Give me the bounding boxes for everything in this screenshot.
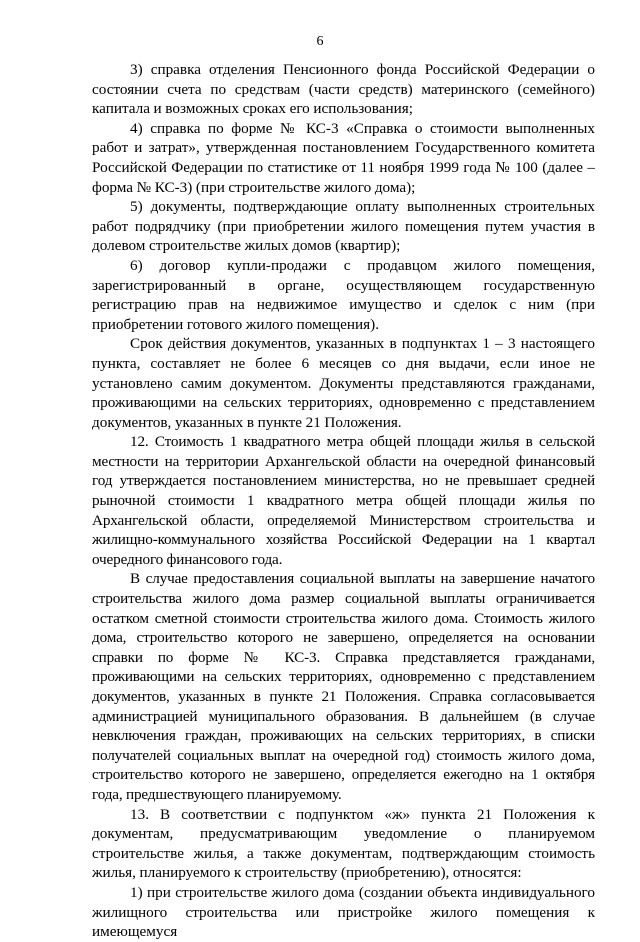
paragraph-item-3: 3) справка отделения Пенсионного фонда Российской Федерации о состоянии счета по средствам (части средств) материнского (семейного) капитала и возможных сроках его использования; bbox=[92, 61, 595, 118]
paragraph-item-6: 6) договор купли-продажи с продавцом жилого помещения, зарегистрированный в органе, осуществляющем государственную регистрацию прав на недвижимое имущество и сделок с ним (при приобретении готового жилого помещения). bbox=[92, 256, 595, 333]
paragraph-validity-period: Срок действия документов, указанных в подпунктах 1 – 3 настоящего пункта, составляет не более 6 месяцев со дня выдачи, если иное не установлено самим документом. Документы представляются гражданами, проживающими на сельских территориях, одновременно с представлением документов, указанных в пункте 21 Положения. bbox=[92, 335, 595, 431]
paragraph-item-4: 4) справка по форме № КС-3 «Справка о стоимости выполненных работ и затрат», утвержденная постановлением Государственного комитета Российской Федерации по статистике от 11 ноября 1999 года № 100 (далее – форма № КС-3) (при строительстве жилого дома); bbox=[92, 119, 595, 196]
paragraph-section-13-item-1: 1) при строительстве жилого дома (создании объекта индивидуального жилищного строительства или пристройке жилого помещения к имеющемуся bbox=[92, 883, 595, 941]
paragraph-item-5: 5) документы, подтверждающие оплату выполненных строительных работ подрядчику (при приобретении жилого помещения путем участия в долевом строительстве жилых домов (квартир); bbox=[92, 198, 595, 255]
paragraph-section-12: 12. Стоимость 1 квадратного метра общей площади жилья в сельской местности на территории Архангельской области на очередной финансовый год утверждается постановлением министерства, но не превышает средней рыночной стоимости 1 квадратного метра общей площади жилья по Архангельской области, определяемой Министерством строительства и жилищно-коммунального хозяйства Российской Федерации на 1 квартал очередного финансового года. bbox=[92, 433, 595, 568]
paragraph-section-13: 13. В соответствии с подпунктом «ж» пункта 21 Положения к документам, предусматривающим уведомление о планируемом строительстве жилья, а также документам, подтверждающим стоимость жилья, планируемого к строительству (приобретению), относятся: bbox=[92, 805, 595, 882]
page-number: 6 bbox=[316, 34, 324, 49]
paragraph-unfinished-construction: В случае предоставления социальной выплаты на завершение начатого строительства жилого дома размер социальной выплаты ограничивается остатком сметной стоимости строительства жилого дома. Стоимость жилого дома, строительство которого не завершено, определяется на основании справки по форме № КС-3. Справка представляется гражданами, проживающими на сельских территориях, одновременно с представлением документов, указанных в пункте 21 Положения. Справка согласовывается администрацией муниципального образования. В дальнейшем (в случае невключения граждан, проживающих на сельских территориях, в списки получателей социальных выплат на очередной год) стоимость жилого дома, строительство которого не завершено, определяется ежегодно на 1 октября года, предшествующего планируемому. bbox=[92, 570, 595, 803]
document-body bbox=[92, 60, 595, 942]
